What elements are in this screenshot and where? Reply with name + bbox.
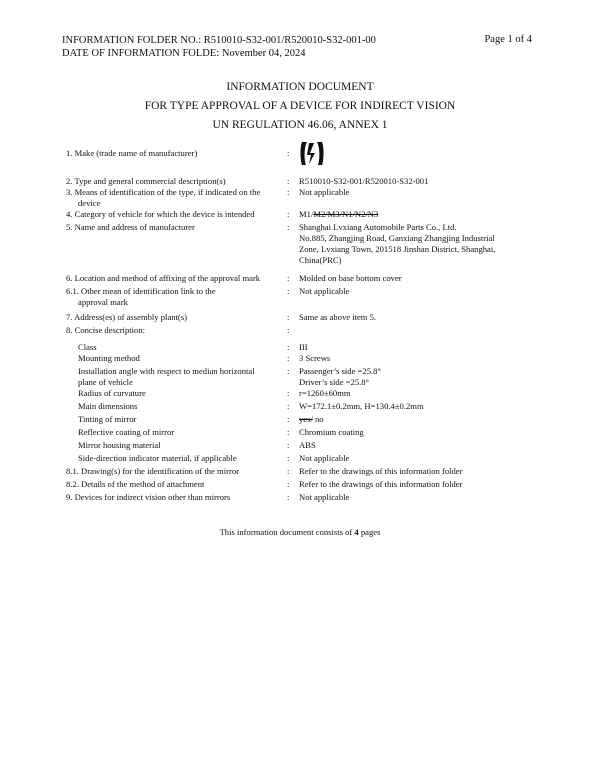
class-value: III — [299, 342, 308, 352]
dimensions-value: W=172.1±0.2mm, H=130.4±0.2mm — [299, 401, 424, 411]
drawings-value: Refer to the drawings of this information folder — [299, 466, 463, 476]
location-value: Molded on base bottom cover — [299, 273, 402, 283]
page-count: 4 — [354, 527, 359, 537]
colon: : — [287, 479, 290, 489]
colon: : — [287, 466, 290, 476]
document-title — [0, 78, 600, 135]
colon: : — [287, 414, 290, 424]
other-mean-value: Not applicable — [299, 286, 350, 296]
manufacturer-label: 5. Name and address of manufacturer — [66, 222, 195, 232]
colon: : — [287, 176, 290, 186]
colon: : — [287, 440, 290, 450]
location-label: 6. Location and method of affixing of the approval mark — [66, 273, 261, 283]
type-label: 2. Type and general commercial description(s) — [66, 176, 226, 186]
coating-value: Chromium coating — [299, 427, 364, 437]
colon: : — [287, 148, 290, 158]
colon: : — [287, 222, 290, 232]
housing-label: Mirror housing material — [78, 440, 161, 450]
drawings-label: 8.1. Drawing(s) for the identification of the mirror — [66, 466, 240, 476]
colon: : — [287, 388, 290, 398]
class-label: Class — [78, 342, 97, 352]
colon: : — [287, 342, 290, 352]
colon: : — [287, 273, 290, 283]
mounting-value: 3 Screws — [299, 353, 331, 363]
header-date-line: DATE OF INFORMATION FOLDE: November 04, 2024 — [62, 48, 306, 59]
dimensions-label: Main dimensions — [78, 401, 138, 411]
means-value: Not applicable — [299, 187, 350, 197]
colon: : — [287, 453, 290, 463]
make-label: 1. Make (trade name of manufacturer) — [66, 148, 198, 158]
assembly-address-value: Same as above item 5. — [299, 312, 377, 322]
category-struck: M2/M3/N1/N2/N3 — [313, 209, 379, 219]
concise-label: 8. Concise description: — [66, 325, 146, 335]
footer-note: This information document consists of 4 pages — [219, 527, 381, 537]
colon: : — [287, 325, 290, 335]
title-line-2: FOR TYPE APPROVAL OF A DEVICE FOR INDIRECT VISION — [144, 100, 456, 112]
category-value: M1/M2/M3/N1/N2/N3 — [299, 209, 379, 219]
side-direction-value: Not applicable — [299, 453, 350, 463]
colon: : — [287, 312, 290, 322]
tinting-struck: yes/ — [299, 414, 313, 424]
colon: : — [287, 353, 290, 363]
angle-value: Passenger’s side =25.8° Driver’s side =25.8° — [299, 366, 381, 387]
header-folder-line: INFORMATION FOLDER NO.: R510010-S32-001/R520010-S32-001-00 — [62, 35, 376, 46]
assembly-address-label: 7. Address(es) of assembly plant(s) — [66, 312, 188, 322]
other-mean-label: 6.1. Other mean of identification link to the approval mark — [66, 286, 216, 307]
means-label: 3. Means of identification of the type, if indicated on the device — [66, 187, 261, 208]
angle-label: Installation angle with respect to median horizontal plane of vehicle — [78, 366, 255, 387]
coating-label: Reflective coating of mirror — [78, 427, 175, 437]
tinting-value: yes/ no — [299, 414, 324, 424]
tinting-label: Tinting of mirror — [78, 414, 137, 424]
radius-value: r=1260±60mm — [299, 388, 351, 398]
manufacturer-logo-icon — [299, 140, 325, 167]
devices-label: 9. Devices for indirect vision other than mirrors — [66, 492, 231, 502]
side-direction-label: Side-direction indicator material, if applicable — [78, 453, 237, 463]
colon: : — [287, 286, 290, 296]
page-number: Page 1 of 4 — [484, 34, 532, 45]
title-line-3: UN REGULATION 46.06, ANNEX 1 — [212, 119, 388, 131]
colon: : — [287, 427, 290, 437]
radius-label: Radius of curvature — [78, 388, 146, 398]
devices-value: Not applicable — [299, 492, 350, 502]
colon: : — [287, 492, 290, 502]
colon: : — [287, 209, 290, 219]
category-label: 4. Category of vehicle for which the device is intended — [66, 209, 255, 219]
colon: : — [287, 187, 290, 197]
colon: : — [287, 401, 290, 411]
attachment-label: 8.2. Details of the method of attachment — [66, 479, 205, 489]
type-value: R510010-S32-001/R520010-S32-001 — [299, 176, 429, 186]
mounting-label: Mounting method — [78, 353, 140, 363]
attachment-value: Refer to the drawings of this information folder — [299, 479, 463, 489]
housing-value: ABS — [299, 440, 316, 450]
title-line-1: INFORMATION DOCUMENT — [226, 81, 374, 93]
manufacturer-value: Shanghai Lvxiang Automobile Parts Co., Ltd. No.885, Zhangjing Road, Ganxiang Zhangjing Industrial Zone, Lvxiang Town, 201518 Jinshan District, Shanghai, China(PRC) — [299, 222, 496, 265]
colon: : — [287, 366, 290, 376]
